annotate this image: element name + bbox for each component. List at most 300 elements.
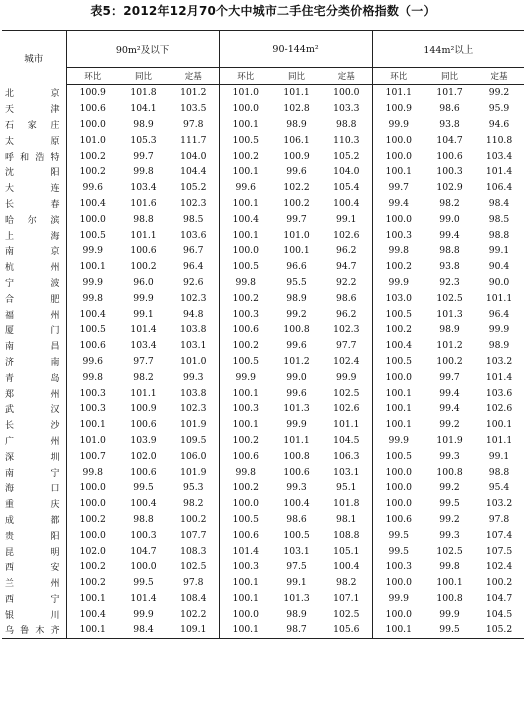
value-cell: 99.4: [439, 387, 460, 399]
value-cell: 100.0: [372, 496, 425, 512]
value-cell: 104.0: [333, 166, 360, 178]
value-cell: 90.4: [488, 261, 510, 273]
value-cell: 107.5: [485, 545, 513, 557]
value-cell: 101.0: [219, 85, 272, 101]
value-cell: 101.9: [436, 434, 463, 446]
value-cell: 99.9: [219, 369, 272, 385]
city-cell: 宁波: [5, 278, 60, 289]
table-row: [2, 117, 524, 133]
table-row: [2, 211, 524, 227]
group-header-medium: 90-144m²: [219, 31, 372, 68]
value-cell: 103.8: [180, 324, 207, 336]
city-cell: 杭州: [5, 263, 60, 274]
value-cell: 100.1: [219, 622, 272, 638]
value-cell: 98.9: [488, 340, 510, 352]
value-cell: 100.2: [219, 480, 272, 496]
value-cell: 100.2: [66, 512, 119, 528]
subcol-yoy: 同比: [119, 68, 168, 85]
value-cell: 104.1: [130, 103, 157, 115]
city-cell: 大连: [5, 184, 60, 195]
value-cell: 100.1: [219, 385, 272, 401]
city-cell: 武汉: [5, 405, 60, 416]
value-cell: 99.5: [425, 622, 474, 638]
value-cell: 108.3: [180, 545, 207, 557]
value-cell: 99.3: [439, 450, 460, 462]
value-cell: 100.6: [66, 101, 119, 117]
value-cell: 101.6: [130, 197, 157, 209]
value-cell: 94.7: [336, 261, 357, 273]
value-cell: 109.1: [168, 622, 219, 638]
value-cell: 105.2: [333, 150, 360, 162]
value-cell: 102.4: [333, 355, 360, 367]
value-cell: 101.3: [283, 592, 310, 604]
value-cell: 99.9: [488, 324, 510, 336]
value-cell: 105.2: [180, 182, 207, 194]
value-cell: 100.0: [372, 480, 425, 496]
city-cell: 广州: [5, 436, 60, 447]
table-body: [2, 85, 524, 639]
table-row: [2, 385, 524, 401]
table-row: [2, 180, 524, 196]
table-row: [2, 148, 524, 164]
value-cell: 101.4: [485, 371, 513, 383]
value-cell: 102.5: [333, 608, 360, 620]
value-cell: 100.0: [372, 369, 425, 385]
city-cell: 上海: [5, 231, 60, 242]
value-cell: 100.8: [283, 450, 310, 462]
value-cell: 106.0: [180, 450, 207, 462]
value-cell: 102.5: [180, 561, 207, 573]
value-cell: 100.3: [66, 401, 119, 417]
group-header-small: 90m²及以下: [66, 31, 219, 68]
value-cell: 99.5: [133, 482, 154, 494]
value-cell: 100.1: [372, 385, 425, 401]
value-cell: 100.1: [66, 622, 119, 638]
value-cell: 95.9: [488, 103, 510, 115]
value-cell: 99.5: [133, 577, 154, 589]
value-cell: 98.5: [488, 213, 510, 225]
value-cell: 101.1: [372, 85, 425, 101]
value-cell: 100.2: [219, 433, 272, 449]
value-cell: 102.6: [333, 403, 360, 415]
value-cell: 99.1: [286, 577, 307, 589]
value-cell: 102.3: [180, 292, 207, 304]
value-cell: 100.2: [66, 164, 119, 180]
value-cell: 100.6: [66, 338, 119, 354]
value-cell: 100.2: [219, 148, 272, 164]
value-cell: 99.9: [372, 275, 425, 291]
value-cell: 100.0: [219, 101, 272, 117]
city-cell: 天津: [5, 105, 60, 116]
value-cell: 100.0: [130, 561, 157, 573]
value-cell: 99.8: [66, 369, 119, 385]
subcol-mom: 环比: [66, 68, 119, 85]
value-cell: 97.8: [488, 513, 510, 525]
value-cell: 96.0: [133, 276, 154, 288]
value-cell: 98.8: [488, 466, 510, 478]
value-cell: 105.3: [130, 134, 157, 146]
value-cell: 105.4: [333, 182, 360, 194]
table-row: [2, 448, 524, 464]
value-cell: 100.2: [372, 259, 425, 275]
city-cell: 深圳: [5, 452, 60, 463]
value-cell: 101.8: [333, 498, 360, 510]
table-row: [2, 464, 524, 480]
value-cell: 99.9: [66, 243, 119, 259]
table-row: [2, 259, 524, 275]
value-cell: 99.9: [372, 591, 425, 607]
value-cell: 96.2: [336, 245, 357, 257]
value-cell: 99.7: [439, 371, 460, 383]
value-cell: 102.2: [180, 608, 207, 620]
value-cell: 100.4: [66, 606, 119, 622]
value-cell: 101.1: [485, 434, 513, 446]
subcol-base: 定基: [321, 68, 372, 85]
value-cell: 100.6: [372, 512, 425, 528]
value-cell: 100.3: [219, 559, 272, 575]
value-cell: 101.8: [130, 87, 157, 99]
value-cell: 100.5: [372, 448, 425, 464]
value-cell: 90.0: [488, 276, 510, 288]
value-cell: 102.3: [180, 403, 207, 415]
value-cell: 102.3: [333, 324, 360, 336]
value-cell: 100.5: [66, 227, 119, 243]
value-cell: 100.7: [66, 448, 119, 464]
value-cell: 100.0: [219, 496, 272, 512]
table-row: [2, 512, 524, 528]
value-cell: 96.6: [286, 261, 307, 273]
value-cell: 98.4: [119, 622, 168, 638]
value-cell: 100.3: [372, 227, 425, 243]
value-cell: 106.4: [485, 182, 513, 194]
value-cell: 98.9: [133, 118, 154, 130]
city-cell: 南宁: [5, 468, 60, 479]
value-cell: 100.0: [372, 606, 425, 622]
value-cell: 101.2: [180, 87, 207, 99]
value-cell: 100.3: [219, 306, 272, 322]
value-cell: 106.1: [283, 134, 310, 146]
value-cell: 100.6: [130, 419, 157, 431]
table-row: [2, 606, 524, 622]
city-cell: 银川: [5, 610, 60, 621]
value-cell: 100.1: [66, 417, 119, 433]
value-cell: 98.8: [488, 229, 510, 241]
value-cell: 96.2: [336, 308, 357, 320]
value-cell: 98.5: [183, 213, 204, 225]
value-cell: 103.2: [485, 498, 513, 510]
city-cell: 郑州: [5, 389, 60, 400]
value-cell: 100.4: [130, 498, 157, 510]
value-cell: 100.1: [219, 575, 272, 591]
table-row: [2, 527, 524, 543]
value-cell: 99.8: [439, 561, 460, 573]
value-cell: 100.6: [219, 448, 272, 464]
table-row: [2, 480, 524, 496]
value-cell: 92.3: [439, 276, 460, 288]
city-cell: 哈尔滨: [5, 215, 60, 226]
value-cell: 101.4: [219, 543, 272, 559]
value-cell: 98.2: [439, 197, 460, 209]
city-cell: 南昌: [5, 342, 60, 353]
value-cell: 99.7: [133, 150, 154, 162]
value-cell: 97.7: [133, 355, 154, 367]
value-cell: 100.0: [66, 480, 119, 496]
value-cell: 99.2: [488, 87, 510, 99]
value-cell: 101.3: [436, 308, 463, 320]
price-index-table: [2, 30, 524, 639]
value-cell: 103.0: [372, 290, 425, 306]
value-cell: 99.8: [66, 290, 119, 306]
value-cell: 101.2: [436, 340, 463, 352]
value-cell: 98.7: [272, 622, 321, 638]
value-cell: 100.2: [180, 513, 207, 525]
value-cell: 102.0: [130, 450, 157, 462]
value-cell: 100.2: [66, 575, 119, 591]
city-cell: 福州: [5, 310, 60, 321]
value-cell: 103.4: [130, 182, 157, 194]
value-cell: 99.5: [372, 527, 425, 543]
value-cell: 102.0: [66, 543, 119, 559]
table-row: [2, 622, 524, 638]
city-cell: 贵阳: [5, 531, 60, 542]
value-cell: 101.0: [66, 132, 119, 148]
value-cell: 107.7: [180, 529, 207, 541]
value-cell: 102.5: [436, 545, 463, 557]
city-cell: 济南: [5, 357, 60, 368]
city-cell: 重庆: [5, 500, 60, 511]
table-row: [2, 290, 524, 306]
value-cell: 100.2: [66, 559, 119, 575]
value-cell: 110.8: [485, 134, 513, 146]
value-cell: 100.9: [372, 101, 425, 117]
value-cell: 99.7: [286, 213, 307, 225]
value-cell: 99.9: [336, 371, 357, 383]
value-cell: 100.4: [333, 561, 360, 573]
city-cell: 青岛: [5, 373, 60, 384]
value-cell: 108.8: [333, 529, 360, 541]
value-cell: 100.1: [372, 164, 425, 180]
value-cell: 100.1: [372, 417, 425, 433]
value-cell: 103.8: [180, 387, 207, 399]
value-cell: 107.1: [333, 592, 360, 604]
value-cell: 99.0: [439, 213, 460, 225]
value-cell: 100.1: [372, 622, 425, 638]
value-cell: 99.6: [66, 180, 119, 196]
value-cell: 104.4: [180, 166, 207, 178]
value-cell: 102.9: [436, 182, 463, 194]
value-cell: 100.2: [219, 290, 272, 306]
table-row: [2, 164, 524, 180]
table-row: [2, 306, 524, 322]
value-cell: 99.1: [133, 308, 154, 320]
city-cell: 兰州: [5, 579, 60, 590]
value-cell: 100.0: [219, 606, 272, 622]
value-cell: 100.1: [219, 196, 272, 212]
value-cell: 95.3: [183, 482, 204, 494]
value-cell: 106.3: [333, 450, 360, 462]
subcol-base: 定基: [474, 68, 524, 85]
value-cell: 102.5: [436, 292, 463, 304]
price-index-table-container: [2, 30, 524, 639]
table-row: [2, 338, 524, 354]
value-cell: 97.5: [286, 561, 307, 573]
value-cell: 99.6: [286, 387, 307, 399]
value-cell: 100.4: [219, 211, 272, 227]
value-cell: 100.2: [130, 261, 157, 273]
value-cell: 99.3: [439, 529, 460, 541]
value-cell: 100.0: [372, 575, 425, 591]
table-row: [2, 417, 524, 433]
table-row: [2, 575, 524, 591]
table-header: [2, 31, 524, 85]
city-cell: 厦门: [5, 326, 60, 337]
value-cell: 100.6: [283, 466, 310, 478]
city-cell: 西宁: [5, 594, 60, 605]
value-cell: 100.1: [485, 419, 513, 431]
value-cell: 92.2: [336, 276, 357, 288]
value-cell: 100.0: [333, 87, 360, 99]
value-cell: 100.6: [130, 245, 157, 257]
value-cell: 99.1: [488, 450, 510, 462]
value-cell: 107.4: [485, 529, 513, 541]
table-row: [2, 243, 524, 259]
value-cell: 100.5: [283, 529, 310, 541]
value-cell: 100.0: [372, 464, 425, 480]
value-cell: 98.9: [439, 324, 460, 336]
value-cell: 97.8: [183, 118, 204, 130]
value-cell: 100.1: [66, 259, 119, 275]
value-cell: 99.9: [286, 419, 307, 431]
value-cell: 100.6: [219, 527, 272, 543]
value-cell: 101.9: [180, 419, 207, 431]
value-cell: 101.0: [66, 433, 119, 449]
value-cell: 100.9: [66, 85, 119, 101]
city-cell: 长沙: [5, 421, 60, 432]
value-cell: 105.2: [474, 622, 524, 638]
value-cell: 99.6: [286, 340, 307, 352]
value-cell: 96.4: [183, 261, 204, 273]
value-cell: 101.4: [130, 324, 157, 336]
value-cell: 100.1: [436, 577, 463, 589]
value-cell: 99.3: [286, 482, 307, 494]
value-cell: 100.4: [66, 196, 119, 212]
city-cell: 沈阳: [5, 168, 60, 179]
subcol-base: 定基: [168, 68, 219, 85]
value-cell: 100.6: [130, 466, 157, 478]
value-cell: 103.4: [485, 150, 513, 162]
value-cell: 100.2: [66, 148, 119, 164]
value-cell: 103.3: [333, 103, 360, 115]
value-cell: 100.5: [219, 259, 272, 275]
value-cell: 100.5: [372, 306, 425, 322]
value-cell: 99.1: [488, 245, 510, 257]
value-cell: 104.7: [436, 134, 463, 146]
city-cell: 南京: [5, 247, 60, 258]
value-cell: 102.4: [485, 561, 513, 573]
value-cell: 100.1: [283, 245, 310, 257]
value-cell: 101.7: [436, 87, 463, 99]
value-cell: 100.2: [485, 577, 513, 589]
value-cell: 100.3: [219, 401, 272, 417]
value-cell: 103.5: [180, 103, 207, 115]
value-cell: 101.4: [130, 592, 157, 604]
value-cell: 100.0: [372, 132, 425, 148]
value-cell: 99.5: [439, 498, 460, 510]
value-cell: 100.5: [66, 322, 119, 338]
value-cell: 100.0: [66, 527, 119, 543]
value-cell: 101.0: [283, 229, 310, 241]
value-cell: 98.8: [133, 513, 154, 525]
value-cell: 100.1: [219, 417, 272, 433]
value-cell: 104.5: [333, 434, 360, 446]
value-cell: 100.9: [130, 403, 157, 415]
value-cell: 99.8: [219, 275, 272, 291]
value-cell: 99.9: [372, 117, 425, 133]
value-cell: 94.8: [183, 308, 204, 320]
value-cell: 100.0: [219, 243, 272, 259]
value-cell: 103.4: [130, 340, 157, 352]
value-cell: 100.3: [130, 529, 157, 541]
value-cell: 99.4: [439, 403, 460, 415]
table-row: [2, 196, 524, 212]
value-cell: 99.7: [372, 180, 425, 196]
value-cell: 98.6: [439, 103, 460, 115]
value-cell: 105.6: [321, 622, 372, 638]
value-cell: 99.4: [372, 196, 425, 212]
value-cell: 100.2: [372, 322, 425, 338]
value-cell: 102.6: [333, 229, 360, 241]
value-cell: 96.7: [183, 245, 204, 257]
table-row: [2, 496, 524, 512]
value-cell: 101.1: [130, 387, 157, 399]
value-cell: 100.3: [436, 166, 463, 178]
value-cell: 103.1: [333, 466, 360, 478]
value-cell: 101.1: [283, 87, 310, 99]
value-cell: 103.1: [180, 340, 207, 352]
city-cell: 太原: [5, 136, 60, 147]
value-cell: 100.0: [66, 496, 119, 512]
value-cell: 98.9: [286, 608, 307, 620]
value-cell: 97.7: [336, 340, 357, 352]
value-cell: 98.6: [286, 513, 307, 525]
value-cell: 111.7: [180, 134, 207, 146]
value-cell: 98.8: [133, 213, 154, 225]
value-cell: 99.9: [439, 608, 460, 620]
city-cell: 呼和浩特: [5, 152, 60, 163]
value-cell: 97.8: [183, 577, 204, 589]
value-cell: 99.6: [286, 166, 307, 178]
value-cell: 104.5: [485, 608, 513, 620]
value-cell: 102.8: [283, 103, 310, 115]
value-cell: 100.4: [66, 306, 119, 322]
value-cell: 99.3: [183, 371, 204, 383]
value-cell: 99.8: [133, 166, 154, 178]
value-cell: 100.1: [219, 164, 272, 180]
value-cell: 99.6: [219, 180, 272, 196]
value-cell: 102.2: [283, 182, 310, 194]
value-cell: 99.9: [372, 433, 425, 449]
value-cell: 100.0: [372, 148, 425, 164]
value-cell: 102.3: [180, 197, 207, 209]
value-cell: 99.4: [439, 229, 460, 241]
value-cell: 103.6: [180, 229, 207, 241]
value-cell: 99.9: [66, 275, 119, 291]
value-cell: 101.1: [485, 292, 513, 304]
value-cell: 100.3: [66, 385, 119, 401]
subcol-yoy: 同比: [272, 68, 321, 85]
value-cell: 99.6: [66, 354, 119, 370]
city-cell: 海口: [5, 484, 60, 495]
